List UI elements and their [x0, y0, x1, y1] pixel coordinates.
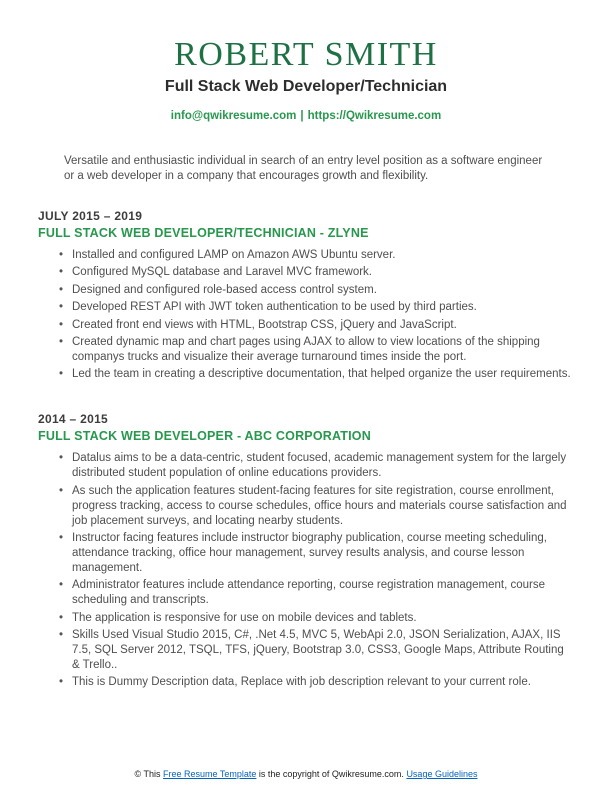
free-resume-template-link[interactable]: Free Resume Template — [163, 769, 257, 779]
email-link[interactable]: info@qwikresume.com — [170, 110, 297, 122]
usage-guidelines-link[interactable]: Usage Guidelines — [406, 769, 478, 779]
bullet-item: • Instructor facing features include instructor biography publication, course meeting scheduling, attendance tracking, office hour management, survey results analysis, and course lesson management. — [58, 531, 574, 576]
website-link[interactable]: https://Qwikresume.com — [307, 110, 442, 122]
job-heading: FULL STACK WEB DEVELOPER - ABC CORPORATION — [38, 429, 371, 444]
bullet-item: • Skills Used Visual Studio 2015, C#, .Net 4.5, MVC 5, WebApi 2.0, JSON Serialization, AJAX, IIS 7.5, SQL Server 2012, TSQL, TFS, jQuery, Bootstrap 3.0, CSS3, Google Maps, Attribute Routing & Trello.. — [58, 628, 574, 673]
bullet-item: • Created front end views with HTML, Bootstrap CSS, jQuery and JavaScript. — [58, 318, 574, 333]
bullet-item: • Datalus aims to be a data-centric, student focused, academic management system for the largely distributed student population of online educations providers. — [58, 451, 574, 481]
job-heading: FULL STACK WEB DEVELOPER/TECHNICIAN - ZLYNE — [38, 225, 369, 240]
page-footer — [0, 769, 612, 779]
candidate-title: Full Stack Web Developer/Technician — [164, 78, 448, 95]
job-dates: JULY 2015 – 2019 — [38, 208, 143, 223]
bullet-item: • Created dynamic map and chart pages using AJAX to allow to view locations of the shipping companys trucks and visualize their average turnaround times inside the port. — [58, 335, 574, 365]
resume-header — [38, 36, 574, 122]
bullet-item: • Configured MySQL database and Laravel MVC framework. — [58, 265, 574, 280]
bullet-item: • Designed and configured role-based access control system. — [58, 283, 574, 298]
candidate-name: ROBERT SMITH — [174, 36, 438, 73]
job-dates: 2014 – 2015 — [38, 412, 109, 427]
bullet-item: • This is Dummy Description data, Replace with job description relevant to your current role. — [58, 675, 574, 690]
footer-copyright-text: © This — [134, 769, 163, 779]
bullet-item: • Installed and configured LAMP on Amazon AWS Ubuntu server. — [58, 248, 574, 263]
bullet-item: • Administrator features include attendance reporting, course registration management, course scheduling and transcripts. — [58, 578, 574, 608]
job-section-zlyne — [38, 209, 574, 383]
bullet-item: • Developed REST API with JWT token authentication to be used by third parties. — [58, 300, 574, 315]
footer-copyright-text: is the copyright of Qwikresume.com. — [256, 769, 407, 779]
bullet-item: • As such the application features student-facing features for site registration, course enrollment, progress tracking, access to course schedules, office hours and materials course satisfaction and job placement surveys, and locating nearby students. — [58, 484, 574, 529]
bullet-item: • The application is responsive for use on mobile devices and tablets. — [58, 611, 574, 626]
job-bullet-list — [38, 451, 574, 690]
contact-line — [38, 110, 574, 122]
summary-text: Versatile and enthusiastic individual in search of an entry level position as a software engineer or a web developer in a company that encourages growth and flexibility. — [64, 155, 543, 183]
job-section-abc-corporation — [38, 412, 574, 690]
bullet-item: • Led the team in creating a descriptive documentation, that helped organize the user requirements. — [58, 367, 574, 382]
contact-separator: | — [300, 110, 304, 122]
job-bullet-list — [38, 248, 574, 383]
